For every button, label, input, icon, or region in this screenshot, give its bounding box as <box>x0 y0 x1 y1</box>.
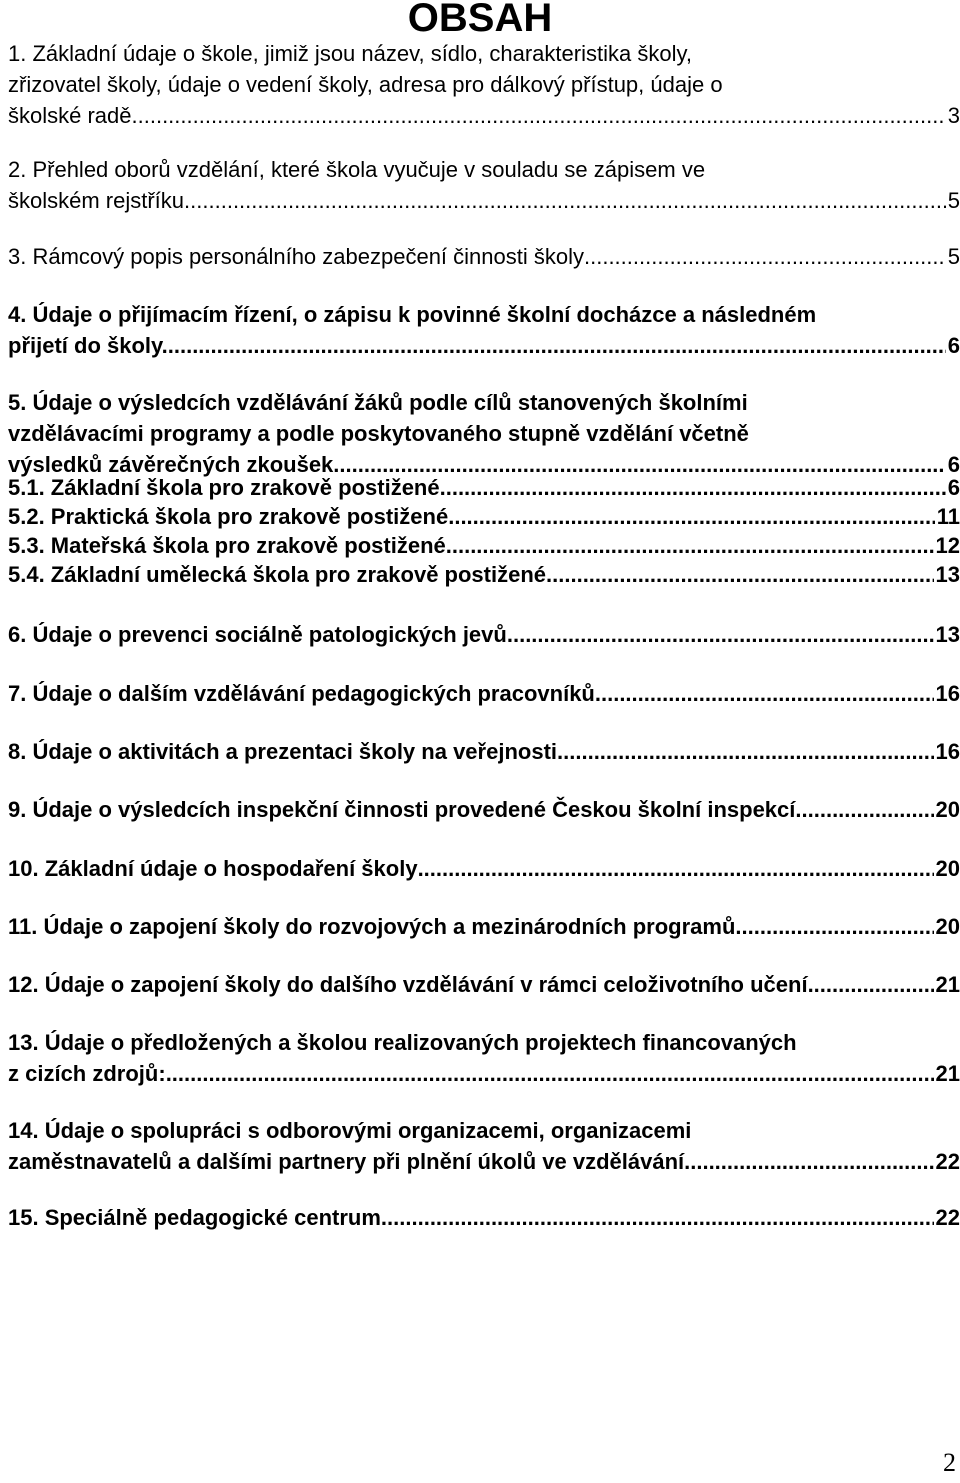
toc-entry-text-line: zřizovatel školy, údaje o vedení školy, adresa pro dálkový přístup, údaje o <box>8 72 723 97</box>
toc-entry[interactable] <box>8 911 960 942</box>
toc-entry-last-line <box>8 100 960 131</box>
toc-entry[interactable] <box>8 561 960 589</box>
dot-leader <box>795 794 933 825</box>
toc-entry-last-line <box>8 969 960 1000</box>
toc-entry-page: 20 <box>935 914 960 939</box>
dot-leader <box>584 241 946 272</box>
dot-leader <box>418 853 934 884</box>
toc-entry-page: 16 <box>935 681 960 706</box>
dot-leader <box>184 185 946 216</box>
toc-entry[interactable] <box>8 154 960 216</box>
toc-entry[interactable] <box>8 503 960 531</box>
dot-leader <box>168 330 946 361</box>
toc-entry-text-line: 5.4. Základní umělecká škola pro zrakově postižené <box>8 562 547 587</box>
toc-entry-text-line: 3. Rámcový popis personálního zabezpečení činnosti školy <box>8 244 584 269</box>
toc-entry-page: 22 <box>935 1149 960 1174</box>
toc-entry-text-line: z cizích zdrojů: <box>8 1061 166 1086</box>
toc-entry-last-line <box>8 185 960 216</box>
toc-entry[interactable] <box>8 969 960 1000</box>
toc-entry-text-line: 10. Základní údaje o hospodaření školy <box>8 856 418 881</box>
toc-entry-last-line <box>8 532 960 560</box>
toc-entry[interactable] <box>8 38 960 131</box>
toc-entry-text-line: přijetí do školy. <box>8 333 168 358</box>
toc-entry-page: 21 <box>935 972 960 997</box>
toc-entry-page: 20 <box>935 856 960 881</box>
toc-entry[interactable] <box>8 532 960 560</box>
toc-entry-page: 21 <box>935 1061 960 1086</box>
toc-entry[interactable] <box>8 474 960 502</box>
toc-entry-text-line: 12. Údaje o zapojení školy do dalšího vzdělávání v rámci celoživotního učení <box>8 972 808 997</box>
toc-entry-last-line <box>8 1202 960 1233</box>
toc-entry-page: 12 <box>935 533 960 558</box>
toc-entry-text-line: 13. Údaje o předložených a školou realizovaných projektech financovaných <box>8 1030 797 1055</box>
toc-entry[interactable] <box>8 853 960 884</box>
toc-entry-page: 5 <box>947 188 960 213</box>
toc-entry[interactable] <box>8 794 960 825</box>
dot-leader <box>166 1058 934 1089</box>
toc-entry-text-line: 6. Údaje o prevenci sociálně patologických jevů <box>8 622 507 647</box>
toc-entry[interactable] <box>8 299 960 361</box>
toc-entry-text-line: školském rejstříku <box>8 188 185 213</box>
toc-entry[interactable] <box>8 1202 960 1233</box>
toc-entry-page: 6 <box>947 452 960 477</box>
toc-entry-text-line: 8. Údaje o aktivitách a prezentaci školy na veřejnosti <box>8 739 558 764</box>
page-title: OBSAH <box>407 0 553 40</box>
dot-leader <box>595 678 934 709</box>
page-number: 2 <box>943 1448 956 1477</box>
dot-leader <box>735 911 933 942</box>
toc-entry-page: 20 <box>935 797 960 822</box>
toc-entry-page: 6 <box>947 475 960 500</box>
dot-leader <box>448 503 935 531</box>
toc-entry-text-line: školské radě. <box>8 103 138 128</box>
toc-entry-text-line: výsledků závěrečných zkoušek <box>8 452 334 477</box>
dot-leader <box>507 619 934 650</box>
dot-leader <box>138 100 946 131</box>
toc-entry-text-line: 11. Údaje o zapojení školy do rozvojových a mezinárodních programů <box>8 914 736 939</box>
toc-entry-last-line <box>8 1146 960 1177</box>
toc-entry-text-line: 5.2. Praktická škola pro zrakově postižené <box>8 504 449 529</box>
dot-leader <box>446 532 934 560</box>
toc-entry[interactable] <box>8 241 960 272</box>
toc-entry-last-line <box>8 619 960 650</box>
toc-entry-text-line: 2. Přehled oborů vzdělání, které škola vyučuje v souladu se zápisem ve <box>8 157 706 182</box>
toc-entry-page: 16 <box>935 739 960 764</box>
toc-entry-text-line: 7. Údaje o dalším vzdělávání pedagogických pracovníků <box>8 681 595 706</box>
toc-entry-page: 5 <box>947 244 960 269</box>
toc-entry-last-line <box>8 736 960 767</box>
dot-leader <box>381 1202 934 1233</box>
toc-entry[interactable] <box>8 1115 960 1177</box>
toc-entry[interactable] <box>8 678 960 709</box>
toc-entry-text-line: 4. Údaje o přijímacím řízení, o zápisu k povinné školní docházce a následném <box>8 302 817 327</box>
dot-leader <box>557 736 934 767</box>
toc-entry[interactable] <box>8 619 960 650</box>
toc-entry-text-line: 5.1. Základní škola pro zrakově postižené <box>8 475 440 500</box>
toc-entry[interactable] <box>8 736 960 767</box>
toc-entry-last-line <box>8 561 960 589</box>
toc-entry-page: 3 <box>947 103 960 128</box>
toc-entry[interactable] <box>8 387 960 480</box>
dot-leader <box>684 1146 933 1177</box>
toc-entry-last-line <box>8 853 960 884</box>
toc-entry-page: 13 <box>935 622 960 647</box>
toc-entry-last-line <box>8 794 960 825</box>
toc-entry-text-line: 1. Základní údaje o škole, jimiž jsou název, sídlo, charakteristika školy, <box>8 41 692 66</box>
toc-entry-last-line <box>8 241 960 272</box>
toc-entry-page: 22 <box>935 1205 960 1230</box>
toc-entry-page: 6 <box>947 333 960 358</box>
toc-entry-last-line <box>8 330 960 361</box>
toc-entry-page: 13 <box>935 562 960 587</box>
toc-entry-text-line: 5. Údaje o výsledcích vzdělávání žáků podle cílů stanovených školními <box>8 390 748 415</box>
toc-entry-last-line <box>8 474 960 502</box>
toc-entry-text-line: vzdělávacími programy a podle poskytovaného stupně vzdělání včetně <box>8 421 749 446</box>
toc-entry-text-line: 5.3. Mateřská škola pro zrakově postižené <box>8 533 446 558</box>
dot-leader <box>808 969 934 1000</box>
toc-entry-last-line <box>8 1058 960 1089</box>
toc-entry[interactable] <box>8 1027 960 1089</box>
toc-entry-text-line: 15. Speciálně pedagogické centrum <box>8 1205 381 1230</box>
dot-leader <box>440 474 946 502</box>
toc-entry-text-line: zaměstnavatelů a dalšími partnery při plnění úkolů ve vzdělávání <box>8 1149 685 1174</box>
toc-entry-text-line: 14. Údaje o spolupráci s odborovými organizacemi, organizacemi <box>8 1118 692 1143</box>
toc-entry-last-line <box>8 911 960 942</box>
toc-entry-last-line <box>8 678 960 709</box>
toc-entry-text-line: 9. Údaje o výsledcích inspekční činnosti provedené Českou školní inspekcí <box>8 797 796 822</box>
toc-entry-last-line <box>8 503 960 531</box>
toc-entry-page: 11 <box>936 504 960 529</box>
dot-leader <box>546 561 934 589</box>
